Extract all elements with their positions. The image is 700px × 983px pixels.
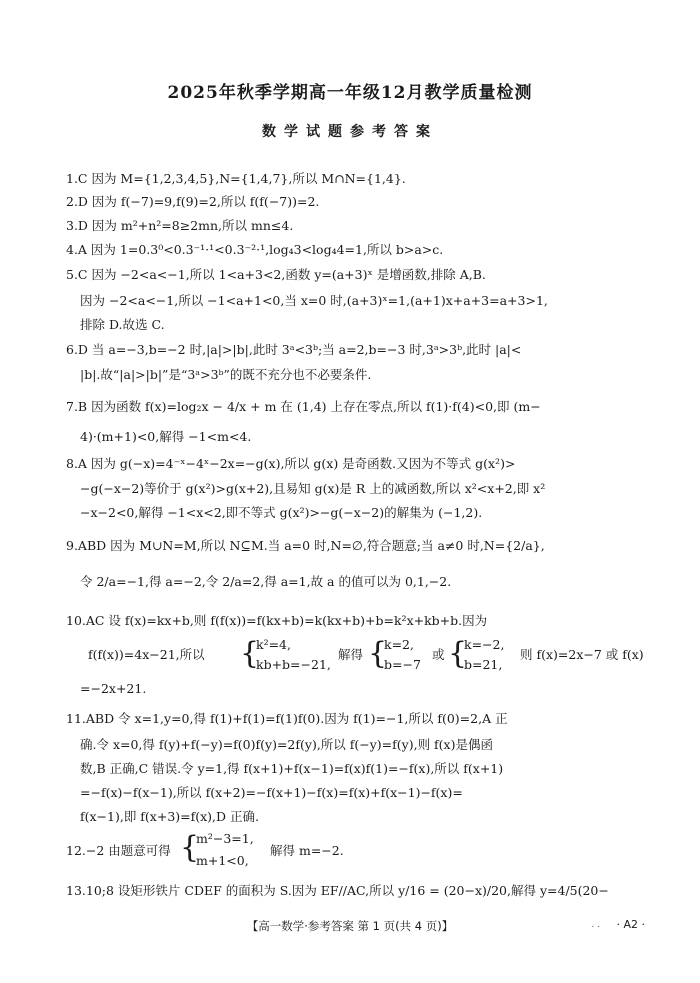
left-brace-icon: { <box>180 830 200 865</box>
answer-8-line-2: −g(−x−2)等价于 g(x²)>g(x+2),且易知 g(x)是 R 上的减函数,所以 x²<x+2,即 x² <box>80 481 546 496</box>
page-title: 2025年秋季学期高一年级12月教学质量检测 <box>167 83 533 103</box>
system-2-eq-1: k=2, <box>384 637 414 652</box>
answer-10-line-1: 10.AC 设 f(x)=kx+b,则 f(f(x))=f(kx+b)=k(kx+b)+b=k²x+kb+b.因为 <box>66 613 488 628</box>
page-footer: 【高一数学·参考答案 第 1 页(共 4 页)】 <box>246 919 454 933</box>
page-code: · A2 · <box>616 918 645 931</box>
system-1-eq-2: kb+b=−21, <box>256 657 331 672</box>
answer-8-line-1: 8.A 因为 g(−x)=4⁻ˣ−4ˣ−2x=−g(x),所以 g(x) 是奇函数.又因为不等式 g(x²)> <box>66 456 516 471</box>
answer-10-line-2-start: f(f(x))=4x−21,所以 <box>88 647 205 662</box>
left-brace-icon: { <box>240 636 260 671</box>
page-subtitle: 数学试题参考答案 <box>262 124 438 140</box>
answer-11-line-5: f(x−1),即 f(x+3)=f(x),D 正确. <box>80 809 260 824</box>
answer-12-end: 解得 m=−2. <box>270 843 344 858</box>
answer-11-line-2: 确.令 x=0,得 f(y)+f(−y)=f(0)f(y)=2f(y),所以 f(−y)=f(y),则 f(x)是偶函 <box>80 737 493 752</box>
answer-5-line-1: 5.C 因为 −2<a<−1,所以 1<a+3<2,函数 y=(a+3)ˣ 是增函数,排除 A,B. <box>66 267 486 282</box>
answer-6-line-1: 6.D 当 a=−3,b=−2 时,|a|>|b|,此时 3ᵃ<3ᵇ;当 a=2,b=−3 时,3ᵃ>3ᵇ,此时 |a|< <box>66 342 522 357</box>
answer-9-line-2: 令 2/a=−1,得 a=−2,令 2/a=2,得 a=1,故 a 的值可以为 0,1,−2. <box>80 574 452 589</box>
answer-12-eq-2: m+1<0, <box>196 853 249 868</box>
answer-11-line-1: 11.ABD 令 x=1,y=0,得 f(1)+f(1)=f(1)f(0).因为 f(1)=−1,所以 f(0)=2,A 正 <box>66 711 508 726</box>
footer-dots: . . <box>591 920 600 930</box>
left-brace-icon: { <box>368 636 388 671</box>
system-3-eq-1: k=−2, <box>464 637 505 652</box>
answer-5-line-2: 因为 −2<a<−1,所以 −1<a+1<0,当 x=0 时,(a+3)ˣ=1,(a+1)x+a+3=a+3>1, <box>80 293 548 308</box>
answer-2: 2.D 因为 f(−7)=9,f(9)=2,所以 f(f(−7))=2. <box>66 194 320 209</box>
answer-10-line-2-end: 则 f(x)=2x−7 或 f(x) <box>520 647 644 662</box>
answer-9-line-1: 9.ABD 因为 M∪N=M,所以 N⊆M.当 a=0 时,N=∅,符合题意;当 a≠0 时,N={2/a}, <box>66 538 545 553</box>
answer-10-line-3: =−2x+21. <box>80 681 147 696</box>
or-label: 或 <box>432 647 445 662</box>
left-brace-icon: { <box>448 636 468 671</box>
answer-7-line-1: 7.B 因为函数 f(x)=log₂x − 4/x + m 在 (1,4) 上存在零点,所以 f(1)·f(4)<0,即 (m− <box>66 399 541 414</box>
answer-8-line-3: −x−2<0,解得 −1<x<2,即不等式 g(x²)>−g(−x−2)的解集为 (−1,2). <box>80 505 483 520</box>
answer-7-line-2: 4)·(m+1)<0,解得 −1<m<4. <box>80 429 252 444</box>
answer-12-eq-1: m²−3=1, <box>196 831 254 846</box>
answer-5-line-3: 排除 D.故选 C. <box>80 317 165 332</box>
answer-6-line-2: |b|.故“|a|>|b|”是“3ᵃ>3ᵇ”的既不充分也不必要条件. <box>80 367 372 382</box>
answer-13-line-1: 13.10;8 设矩形铁片 CDEF 的面积为 S.因为 EF//AC,所以 y/16 = (20−x)/20,解得 y=4/5(20− <box>66 883 609 898</box>
answer-4: 4.A 因为 1=0.3⁰<0.3⁻¹·¹<0.3⁻²·¹,log₄3<log₄4=1,所以 b>a>c. <box>66 242 444 257</box>
solve-label: 解得 <box>338 647 364 662</box>
answer-1: 1.C 因为 M={1,2,3,4,5},N={1,4,7},所以 M∩N={1,4}. <box>66 171 406 186</box>
answer-3: 3.D 因为 m²+n²=8≥2mn,所以 mn≤4. <box>66 218 294 233</box>
system-3-eq-2: b=21, <box>464 657 503 672</box>
answer-11-line-4: =−f(x)−f(x−1),所以 f(x+2)=−f(x+1)−f(x)=f(x)+f(x−1)−f(x)= <box>80 785 463 800</box>
system-2-eq-2: b=−7 <box>384 657 421 672</box>
answer-11-line-3: 数,B 正确,C 错误.令 y=1,得 f(x+1)+f(x−1)=f(x)f(1)=−f(x),所以 f(x+1) <box>80 761 504 776</box>
answer-12-start: 12.−2 由题意可得 <box>66 843 171 858</box>
system-1-eq-1: k²=4, <box>256 637 291 652</box>
